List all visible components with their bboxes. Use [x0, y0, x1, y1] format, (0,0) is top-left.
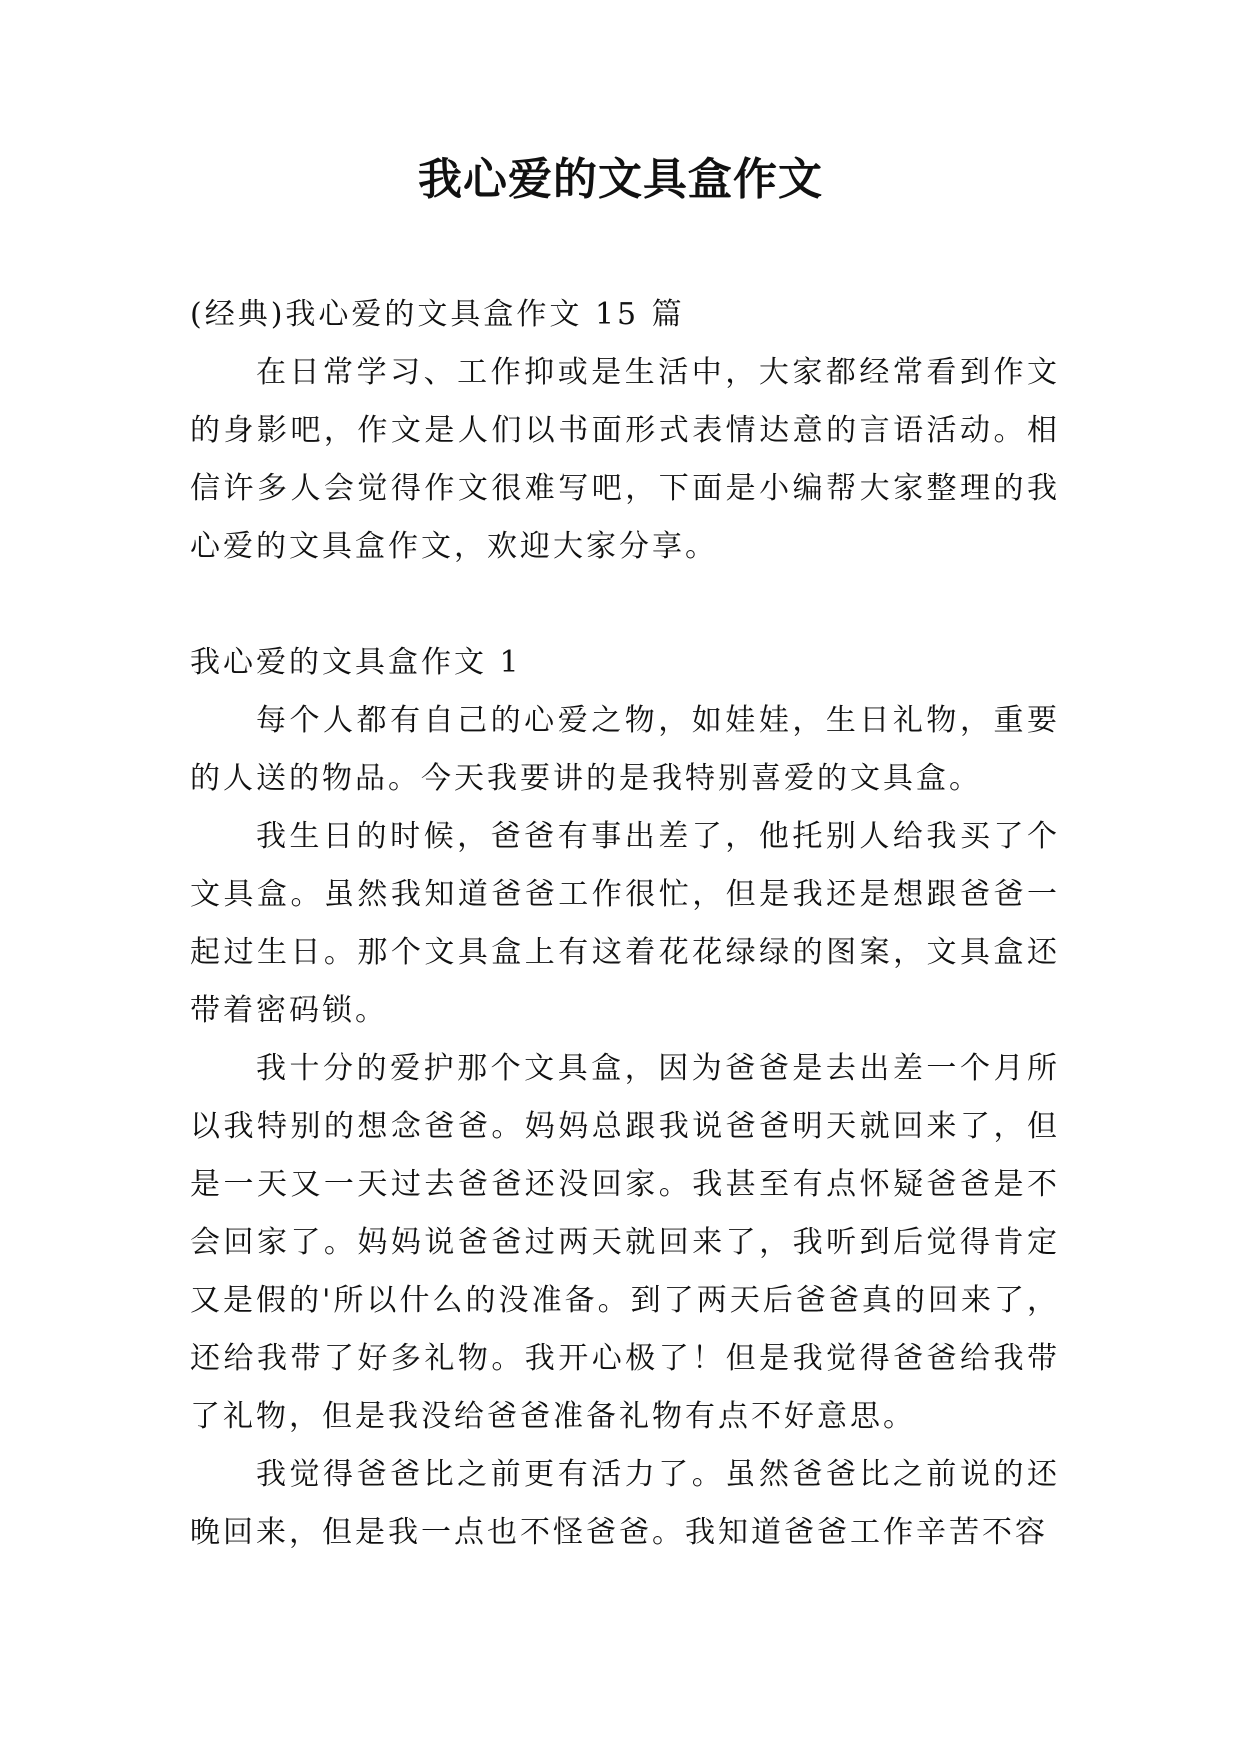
- intro-paragraph: 在日常学习、工作抑或是生活中，大家都经常看到作文的身影吧，作文是人们以书面形式表情达意的言语活动。相信许多人会觉得作文很难写吧，下面是小编帮大家整理的我心爱的文具盒作文，欢迎大家分享。: [190, 355, 1060, 564]
- document-body: [190, 286, 1060, 1562]
- collection-subtitle: (经典)我心爱的文具盒作文 15 篇: [190, 297, 685, 332]
- body-paragraph-1: 每个人都有自己的心爱之物，如娃娃，生日礼物，重要的人送的物品。今天我要讲的是我特别喜爱的文具盒。: [190, 703, 1060, 796]
- body-paragraph-4: 我觉得爸爸比之前更有活力了。虽然爸爸比之前说的还晚回来，但是我一点也不怪爸爸。我知道爸爸工作辛苦不容: [190, 1457, 1060, 1550]
- section-heading: 我心爱的文具盒作文 1: [190, 645, 522, 680]
- body-paragraph-2: 我生日的时候，爸爸有事出差了，他托别人给我买了个文具盒。虽然我知道爸爸工作很忙，但是我还是想跟爸爸一起过生日。那个文具盒上有这着花花绿绿的图案，文具盒还带着密码锁。: [190, 819, 1060, 1028]
- paragraph-spacer: [190, 576, 1060, 634]
- document-title: 我心爱的文具盒作文: [418, 154, 823, 205]
- body-paragraph-3: 我十分的爱护那个文具盒，因为爸爸是去出差一个月所以我特别的想念爸爸。妈妈总跟我说爸爸明天就回来了，但是一天又一天过去爸爸还没回家。我甚至有点怀疑爸爸是不会回家了。妈妈说爸爸过两天就回来了，我听到后觉得肯定又是假的'所以什么的没准备。到了两天后爸爸真的回来了，还给我带了好多礼物。我开心极了！但是我觉得爸爸给我带了礼物，但是我没给爸爸准备礼物有点不好意思。: [190, 1051, 1060, 1434]
